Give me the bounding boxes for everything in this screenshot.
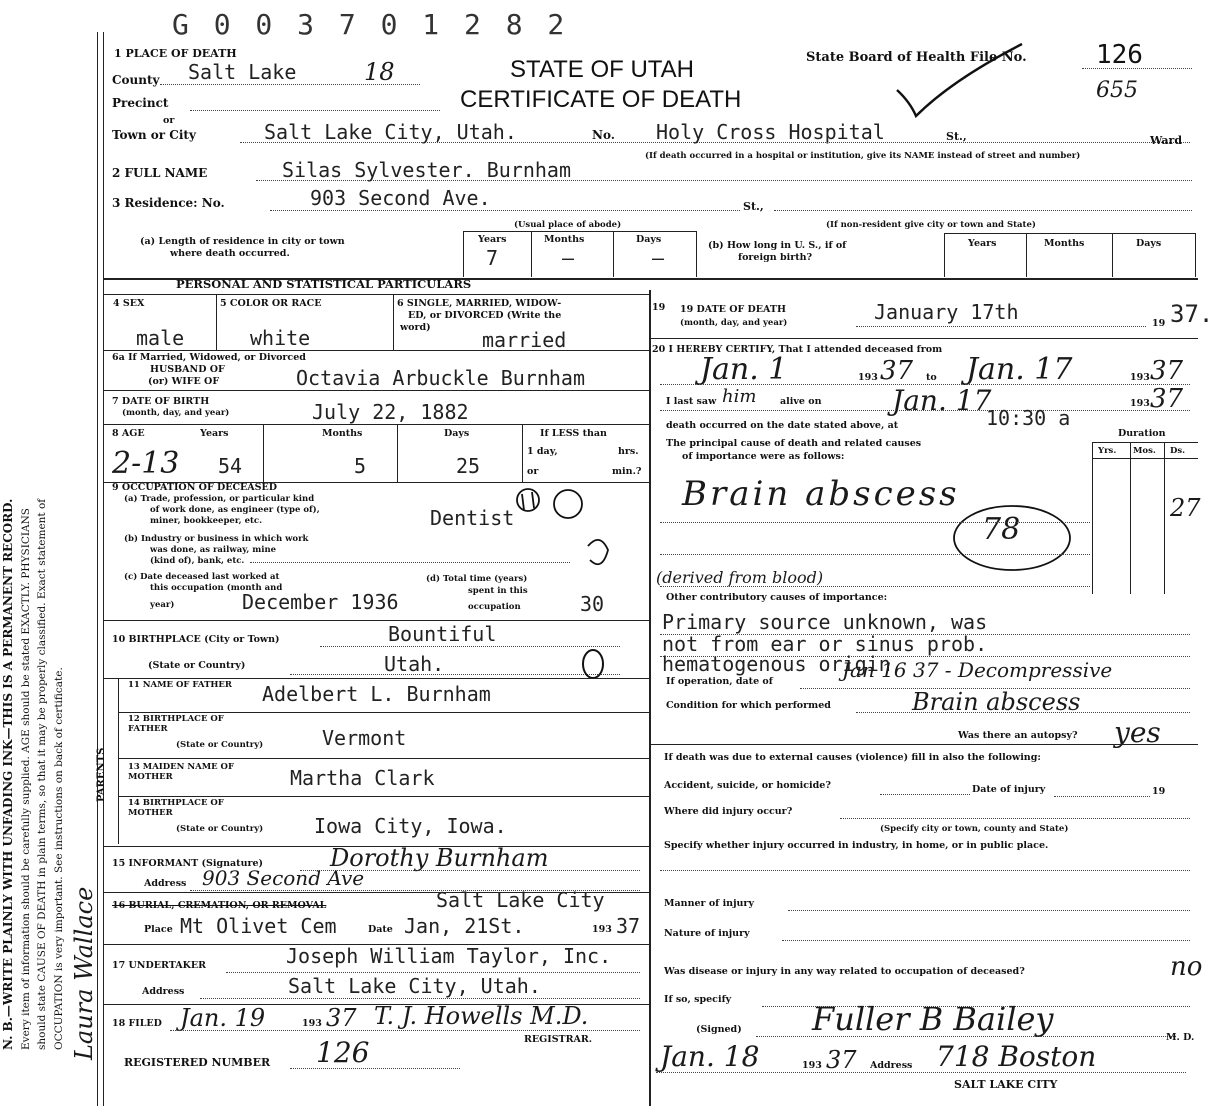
injury-year-prefix: 19 xyxy=(1152,786,1166,797)
informant-label: 15 INFORMANT (Signature) xyxy=(112,858,264,869)
occupation-a-2: of work done, as engineer (type of), xyxy=(150,505,320,515)
personal-heading: PERSONAL AND STATISTICAL PARTICULARS xyxy=(176,277,472,291)
cause-label-1: The principal cause of death and related causes xyxy=(666,438,922,449)
occupation-c-1: (c) Date deceased last worked at xyxy=(124,572,280,582)
check-mark-icon xyxy=(892,40,1032,124)
title-state: STATE OF UTAH xyxy=(510,56,694,83)
marital-value: married xyxy=(482,328,567,352)
date-of-death-label-1: 19 DATE OF DEATH xyxy=(680,304,786,315)
cause-note: (derived from blood) xyxy=(656,568,824,587)
specify-place-label: Specify whether injury occurred in industry, in home, or in public place. xyxy=(664,840,1049,851)
age-months-value: 5 xyxy=(354,454,367,478)
father-birthplace-sub: (State or Country) xyxy=(176,740,264,750)
residence-days-label: Days xyxy=(636,234,662,245)
operation-value: Jan 16 37 - Decompressive xyxy=(842,658,1113,682)
spouse-value: Octavia Arbuckle Burnham xyxy=(296,366,585,390)
age-less-label: If LESS than xyxy=(540,428,607,439)
contributory-line-3: hematogenous origin xyxy=(662,652,891,676)
occupation-d-2: spent in this xyxy=(468,586,528,596)
sidebar-notice-line-4: OCCUPATION is very important. See instructions on back of certificate. xyxy=(53,667,65,1050)
duration-months-label: Mos. xyxy=(1133,446,1156,456)
parents-label: PARENTS xyxy=(96,747,107,802)
father-label: 11 NAME OF FATHER xyxy=(128,680,232,690)
occupation-b-1: (b) Industry or business in which work xyxy=(124,534,309,544)
sidebar-handwritten-note: Laura Wallace xyxy=(70,886,98,1060)
dob-label-2: (month, day, and year) xyxy=(122,408,230,418)
cause-value: Brain abscess xyxy=(682,474,960,514)
filed-label: 18 FILED xyxy=(112,1018,162,1029)
birthplace-zero-mark xyxy=(578,644,608,688)
certify-label: 20 I HEREBY CERTIFY, That I attended deceased from xyxy=(652,344,943,355)
county-label: County xyxy=(112,73,160,87)
marital-label-1: 6 SINGLE, MARRIED, WIDOW- xyxy=(397,298,562,309)
burial-date-label: Date xyxy=(368,924,393,935)
signed-label: (Signed) xyxy=(696,1024,742,1035)
board-file-number: 126 xyxy=(1096,40,1143,70)
physician-address-label: Address xyxy=(870,1060,913,1071)
where-injury-note: (Specify city or town, county and State) xyxy=(880,824,1069,834)
mother-value: Martha Clark xyxy=(290,766,435,790)
residence-years-value: 7 xyxy=(486,246,499,270)
birthplace-label: 10 BIRTHPLACE (City or Town) xyxy=(112,634,280,645)
signed-value: Fuller B Bailey xyxy=(812,1000,1054,1038)
filed-year: 37 xyxy=(326,1004,357,1032)
occupation-b-3: (kind of), bank, etc. xyxy=(150,556,245,566)
contributory-label: Other contributory causes of importance: xyxy=(666,592,888,603)
nonresident-note: (If non-resident give city or town and State) xyxy=(826,220,1036,230)
residence-years-label: Years xyxy=(478,234,507,245)
age-days-value: 25 xyxy=(456,454,481,478)
duration-label: Duration xyxy=(1118,428,1166,439)
occupation-c-3: year) xyxy=(150,600,175,610)
mother-birthplace-value: Iowa City, Iowa. xyxy=(314,814,507,838)
age-hrs-label: hrs. xyxy=(618,446,639,457)
burial-year: 37 xyxy=(616,914,641,938)
occupation-total-value: 30 xyxy=(580,592,605,616)
length-residence-label-1: (a) Length of residence in city or town xyxy=(140,236,345,247)
alive-year-prefix: 193 xyxy=(1130,398,1150,409)
cause-label-2: of importance were as follows: xyxy=(682,451,845,462)
precinct-label: Precinct xyxy=(112,96,169,110)
residence-months-value: – xyxy=(562,246,575,270)
occupation-d-1: (d) Total time (years) xyxy=(426,574,528,584)
date-of-death-year-prefix: 19 xyxy=(1152,318,1166,329)
street-no-label: No. xyxy=(592,128,615,142)
registered-number-label: REGISTERED NUMBER xyxy=(124,1056,271,1069)
accident-label: Accident, suicide, or homicide? xyxy=(664,780,831,791)
occupation-circle-mark xyxy=(508,484,618,588)
residence-street-label: St., xyxy=(743,200,764,213)
spouse-label-2: HUSBAND OF xyxy=(150,364,225,375)
residence-label: 3 Residence: No. xyxy=(112,196,225,210)
usual-abode-note: (Usual place of abode) xyxy=(514,220,622,230)
occupation-b-2: was done, as railway, mine xyxy=(150,545,277,555)
if-so-label: If so, specify xyxy=(664,994,732,1005)
mother-birthplace-sub: (State or Country) xyxy=(176,824,264,834)
father-birthplace-label: 12 BIRTHPLACE OF FATHER xyxy=(128,714,224,734)
occupation-c-2: this occupation (month and xyxy=(150,583,283,593)
last-saw-who: him xyxy=(722,386,757,407)
marital-label-3: word) xyxy=(400,322,431,333)
undertaker-value: Joseph William Taylor, Inc. xyxy=(286,944,612,968)
informant-address-label: Address xyxy=(144,878,187,889)
burial-date-value: Jan, 21St. xyxy=(404,914,525,938)
registered-number-value: 126 xyxy=(316,1036,370,1069)
birthplace-state-value: Utah. xyxy=(384,652,445,676)
undertaker-address-label: Address xyxy=(142,986,185,997)
street-label: St., xyxy=(946,130,967,143)
contributory-line-1: Primary source unknown, was xyxy=(662,610,988,634)
alive-label: alive on xyxy=(780,396,822,407)
condition-label: Condition for which performed xyxy=(666,700,831,711)
manner-label: Manner of injury xyxy=(664,898,754,909)
dob-value: July 22, 1882 xyxy=(312,400,469,424)
attended-to-label: to xyxy=(926,372,937,383)
title-certificate: CERTIFICATE OF DEATH xyxy=(460,86,742,113)
md-label: M. D. xyxy=(1166,1032,1195,1043)
length-residence-label-2: where death occurred. xyxy=(170,248,290,259)
occupation-last-worked-value: December 1936 xyxy=(242,590,399,614)
physician-address-value: 718 Boston xyxy=(936,1040,1097,1073)
age-months-label: Months xyxy=(322,428,363,439)
sidebar-notice-line-1: N. B.—WRITE PLAINLY WITH UNFADING INK—THIS IS A PERMANENT RECORD. xyxy=(1,498,15,1050)
sign-date-value: Jan. 18 xyxy=(660,1040,760,1073)
mother-birthplace-label: 14 BIRTHPLACE OF MOTHER xyxy=(128,798,224,818)
foreign-years-label: Years xyxy=(968,238,997,249)
age-day-label: 1 day, xyxy=(527,446,558,457)
occupation-related-value: no xyxy=(1170,952,1203,982)
autopsy-value: yes xyxy=(1114,716,1161,749)
undertaker-label: 17 UNDERTAKER xyxy=(112,960,207,971)
date-of-death-year: 37. xyxy=(1170,300,1214,328)
board-file-number-2: 655 xyxy=(1096,78,1138,103)
occupation-a-1: (a) Trade, profession, or particular kind xyxy=(124,494,315,504)
age-label: 8 AGE xyxy=(112,428,145,439)
death-hour-value: 10:30 a xyxy=(986,406,1071,430)
burial-place-value: Mt Olivet Cem xyxy=(180,914,337,938)
sex-label: 4 SEX xyxy=(113,298,145,309)
town-label: Town or City xyxy=(112,128,196,142)
injury-date-label: Date of injury xyxy=(972,784,1046,795)
occupation-value: Dentist xyxy=(430,506,515,530)
county-note: 18 xyxy=(364,58,395,86)
burial-label: 16 BURIAL, CREMATION, OR REMOVAL xyxy=(112,900,327,911)
attended-from-value: Jan. 1 xyxy=(700,352,788,387)
ward-label: Ward xyxy=(1150,134,1183,147)
registrar-label: REGISTRAR. xyxy=(524,1034,593,1045)
alive-on-value: Jan. 17 xyxy=(892,384,992,417)
box-19-number: 19 xyxy=(652,302,666,313)
cause-code: 78 xyxy=(982,512,1021,547)
attended-to-value: Jan. 17 xyxy=(966,352,1073,387)
county-value: Salt Lake xyxy=(188,60,297,84)
mother-label: 13 MAIDEN NAME OF MOTHER xyxy=(128,762,234,782)
burial-place-label: Place xyxy=(144,924,173,935)
full-name-value: Silas Sylvester. Burnham xyxy=(282,158,571,182)
age-years-value: 54 xyxy=(218,454,243,478)
marital-label-2: ED, or DIVORCED (Write the xyxy=(408,310,562,321)
certificate-serial-number: G 0 0 3 7 0 1 2 8 2 xyxy=(172,8,569,41)
filed-value: Jan. 19 xyxy=(180,1004,266,1032)
cause-duration-days: 27 xyxy=(1170,494,1201,522)
nature-label: Nature of injury xyxy=(664,928,750,939)
informant-address-value: 903 Second Ave xyxy=(202,866,365,890)
attended-to-year: 37 xyxy=(1150,356,1184,386)
filed-registrar-signature: T. J. Howells M.D. xyxy=(374,1002,589,1030)
informant-value: Dorothy Burnham xyxy=(330,844,549,872)
father-birthplace-value: Vermont xyxy=(322,726,407,750)
father-value: Adelbert L. Burnham xyxy=(262,682,491,706)
foreign-label-1: (b) How long in U. S., if of xyxy=(708,240,847,251)
foreign-days-label: Days xyxy=(1136,238,1162,249)
age-note: 2-13 xyxy=(112,446,180,481)
death-hour-label: death occurred on the date stated above, at xyxy=(666,420,899,431)
alive-year: 37 xyxy=(1150,384,1184,414)
birthplace-value: Bountiful xyxy=(388,622,497,646)
physician-address-city: SALT LAKE CITY xyxy=(954,1078,1058,1091)
age-days-label: Days xyxy=(444,428,470,439)
town-value: Salt Lake City, Utah. xyxy=(264,120,517,144)
autopsy-label: Was there an autopsy? xyxy=(958,730,1078,741)
place-of-death-label: 1 PLACE OF DEATH xyxy=(114,47,237,60)
sidebar-notice-line-3: should state CAUSE OF DEATH in plain terms, so that it may be properly classified. Exact statement of xyxy=(36,498,48,1050)
occupation-label: 9 OCCUPATION OF DECEASED xyxy=(112,482,278,493)
age-years-label: Years xyxy=(200,428,229,439)
contributory-line-2: not from ear or sinus prob. xyxy=(662,632,988,656)
last-saw-label: I last saw xyxy=(666,396,717,407)
sex-value: male xyxy=(136,326,185,350)
operation-label: If operation, date of xyxy=(666,676,773,687)
attended-year-prefix-1: 193 xyxy=(858,372,878,383)
external-causes-label: If death was due to external causes (violence) fill in also the following: xyxy=(664,752,1041,763)
date-of-death-value: January 17th xyxy=(874,300,1019,324)
residence-months-label: Months xyxy=(544,234,585,245)
residence-value: 903 Second Ave. xyxy=(310,186,491,210)
age-min-label: min.? xyxy=(612,466,642,477)
foreign-label-2: foreign birth? xyxy=(738,252,813,263)
duration-years-label: Yrs. xyxy=(1098,446,1117,456)
birthplace-state-label: (State or Country) xyxy=(148,660,246,671)
hospital-value: Holy Cross Hospital xyxy=(656,120,885,144)
color-value: white xyxy=(250,326,311,350)
duration-days-label: Ds. xyxy=(1170,446,1186,456)
spouse-label-1: 6a If Married, Widowed, or Divorced xyxy=(112,352,306,363)
occupation-d-3: occupation xyxy=(468,602,521,612)
or-label: or xyxy=(163,115,175,126)
sign-year-prefix: 193 xyxy=(802,1060,822,1071)
attended-year-prefix-2: 193 xyxy=(1130,372,1150,383)
board-file-label: State Board of Health File No. xyxy=(806,50,1027,65)
sidebar-notice-line-2: Every item of information should be carefully supplied. AGE should be stated EXACTLY. PHYSICIANS xyxy=(20,508,32,1050)
attended-from-year: 37 xyxy=(880,356,914,386)
sign-year: 37 xyxy=(826,1046,857,1074)
hospital-note: (If death occurred in a hospital or institution, give its NAME instead of street and number) xyxy=(645,151,1081,161)
occupation-a-3: miner, bookkeeper, etc. xyxy=(150,516,263,526)
dob-label-1: 7 DATE OF BIRTH xyxy=(112,396,210,407)
condition-value: Brain abscess xyxy=(912,688,1081,716)
age-or-label: or xyxy=(527,466,539,477)
full-name-label: 2 FULL NAME xyxy=(112,166,208,180)
burial-year-prefix: 193 xyxy=(592,924,612,935)
spouse-label-3: (or) WIFE OF xyxy=(148,376,220,387)
where-injury-label: Where did injury occur? xyxy=(664,806,793,817)
date-of-death-label-2: (month, day, and year) xyxy=(680,318,788,328)
occupation-related-label: Was disease or injury in any way related to occupation of deceased? xyxy=(664,966,1025,977)
color-label: 5 COLOR OR RACE xyxy=(220,298,322,309)
filed-year-prefix: 193 xyxy=(302,1018,322,1029)
residence-days-value: – xyxy=(652,246,665,270)
burial-value: Salt Lake City xyxy=(436,888,605,912)
undertaker-address-value: Salt Lake City, Utah. xyxy=(288,974,541,998)
foreign-months-label: Months xyxy=(1044,238,1085,249)
